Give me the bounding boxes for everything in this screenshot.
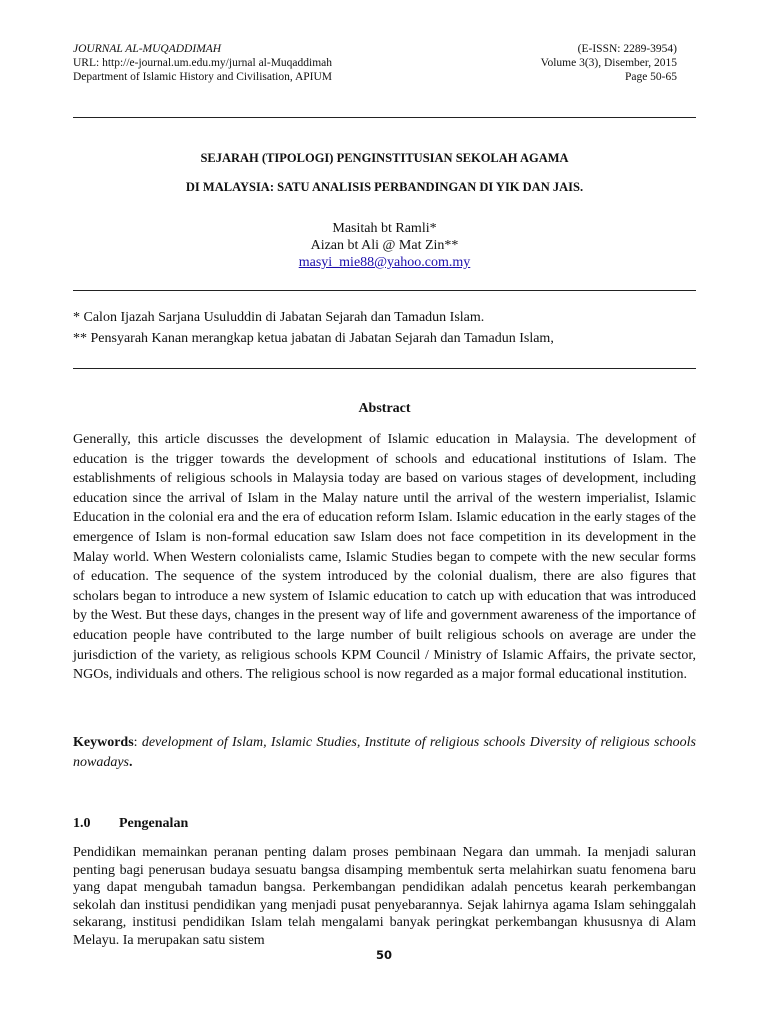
keywords-text: development of Islam, Islamic Studies, Institute of religious schools Diversity of religious schools nowadays: [73, 735, 697, 770]
keywords-separator: :: [133, 735, 142, 750]
title-line-2: DI MALAYSIA: SATU ANALISIS PERBANDINGAN DI YIK DAN JAIS.: [185, 180, 584, 194]
department: Department of Islamic History and Civilisation, APIUM: [73, 71, 333, 83]
volume: Volume 3(3), Disember, 2015: [540, 57, 677, 69]
affiliation-1: * Calon Ijazah Sarjana Usuluddin di Jabatan Sejarah dan Tamadun Islam.: [73, 310, 485, 325]
abstract-body: Generally, this article discusses the development of Islamic education in Malaysia. The development of education is the trigger towards the development of schools and educational institutions of Islam. The establishments of religious schools in Malaysia today are based on various stages of development, including education since the arrival of Islam in the Malay nature until the arrival of the western imperialist, Islamic Education in the colonial era and the era of education reform Islam. Islamic education in the early stages of the emergence of Islam is non-formal education saw Islam does not face competition in its development in the Malay world. When Western colonialists came, Islamic Studies began to compete with the new secular forms of education. The sequence of the system introduced by the colonial dualism, there are also figures that scholars began to introduce a new system of Islamic education to catch up with education that was introduced by the West. But these days, changes in the present way of life and government awareness of the importance of education people have contributed to the large number of built religious schools on average are under the jurisdiction of the variety, as religious schools KPM Council / Ministry of Islamic Affairs, the private sector, NGOs, individuals and others. The religious school is now regarded as a major formal educational institution.: [73, 432, 696, 683]
keywords-label: Keywords: [73, 735, 134, 750]
author-1: Masitah bt Ramli*: [332, 221, 437, 236]
author-divider: [73, 290, 696, 291]
header-row-2: [73, 56, 677, 70]
keywords-end: .: [129, 754, 133, 770]
title-line-1: SEJARAH (TIPOLOGI) PENGINSTITUSIAN SEKOLAH AGAMA: [200, 151, 569, 165]
affiliation-2: ** Pensyarah Kanan merangkap ketua jabatan di Jabatan Sejarah dan Tamadun Islam,: [73, 331, 554, 346]
page-number: 50: [375, 948, 392, 962]
section-number: 1.0: [73, 816, 91, 831]
journal-url: URL: http://e-journal.um.edu.my/jurnal al-Muqaddimah: [73, 57, 333, 69]
author-2: Aizan bt Ali @ Mat Zin**: [310, 238, 459, 253]
issn: (E-ISSN: 2289-3954): [577, 43, 677, 55]
journal-header: [73, 42, 677, 84]
section-body: Pendidikan memainkan peranan penting dalam proses pembinaan Negara dan ummah. Ia menjadi saluran penting bagi penerusan budaya sesuatu bangsa disamping membentuk serta melahirkan suatu fenomena baru yang dapat mengubah tamadun bangsa. Perkembangan pendidikan adalah pencetus kearah perkembangan sekolah dan institusi pendidikan yang menjadi pusat penyebarannya. Sejak lahirnya agama Islam sehinggalah sekarang, institusi pendidikan Islam telah mengalami banyak peringkat perkembangan khususnya di Alam Melayu. Ia merupakan satu sistem: [73, 845, 696, 948]
abstract-heading: Abstract: [358, 401, 411, 416]
journal-name: JOURNAL AL-MUQADDIMAH: [73, 43, 222, 55]
affiliations: [73, 307, 696, 349]
author-block: [73, 220, 696, 271]
section-title: Pengenalan: [119, 816, 189, 831]
affiliation-divider: [73, 368, 696, 369]
page-range: Page 50-65: [624, 71, 677, 83]
header-row-3: [73, 70, 677, 84]
header-row-1: [73, 42, 677, 56]
author-email-link[interactable]: masyi_mie88@yahoo.com.my: [298, 255, 471, 270]
section-heading: [73, 816, 188, 832]
header-divider: [73, 117, 696, 118]
keywords-paragraph: [73, 733, 696, 772]
